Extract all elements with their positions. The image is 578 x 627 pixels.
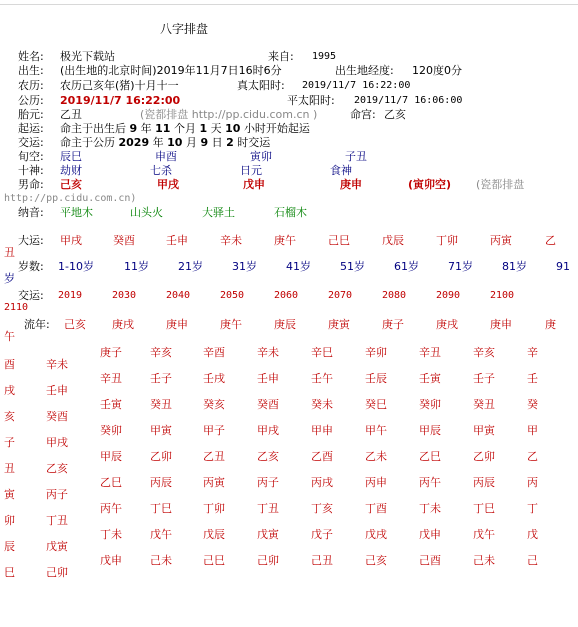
dayun-item: 壬申 (166, 234, 188, 247)
liunian-cell: 丁酉 (365, 502, 387, 515)
liunian-cell: 乙巳 (100, 476, 122, 489)
dayun-item: 丑 (4, 246, 15, 259)
liunian-cell: 丁卯 (203, 502, 225, 515)
year-item: 2050 (220, 290, 245, 301)
liunian-cell: 辛酉 (203, 346, 225, 359)
age-item: 71岁 (448, 260, 473, 273)
liunian-header-item: 庚 (545, 318, 556, 331)
solar-label: 公历: (18, 94, 44, 107)
qianzao-label: 男命: (18, 178, 44, 191)
liunian-cell: 丙戌 (311, 476, 333, 489)
liunian-cell: 辛卯 (365, 346, 387, 359)
liunian-cell: 己丑 (311, 554, 333, 567)
age-item: 11岁 (124, 260, 149, 273)
liunian-cell: 辛亥 (473, 346, 495, 359)
taiyuan-label: 胎元: (18, 108, 44, 121)
liunian-cell: 己亥 (365, 554, 387, 567)
liunian-cell: 己 (527, 554, 538, 567)
liunian-cell: 丁巳 (473, 502, 495, 515)
liunian-header-item: 己亥 (64, 318, 86, 331)
xunkong-label: 旬空: (18, 150, 44, 163)
mean-sun-value: 2019/11/7 16:06:00 (354, 95, 463, 106)
year-item: 2040 (166, 290, 191, 301)
year-item: 2080 (382, 290, 407, 301)
liunian-header-item: 午 (4, 330, 15, 343)
jiao-label: 交运: (18, 289, 44, 302)
liunian-cell: 己未 (150, 554, 172, 567)
true-sun-label: 真太阳时: (237, 79, 285, 92)
lunar-label: 农历: (18, 79, 44, 92)
kong-note: (寅卯空) (408, 178, 452, 191)
liunian-cell: 壬戌 (203, 372, 225, 385)
liunian-cell: 己卯 (257, 554, 279, 567)
dayun-item: 丁卯 (436, 234, 458, 247)
dayun-item: 丙寅 (490, 234, 512, 247)
from-label: 来自: (268, 50, 294, 63)
liunian-header-item: 庚寅 (328, 318, 350, 331)
pillar-hour: 庚申 (340, 178, 362, 191)
mean-sun-label: 平太阳时: (287, 94, 335, 107)
liunian-cell: 丁亥 (311, 502, 333, 515)
dayun-item: 癸酉 (113, 234, 135, 247)
liunian-cell: 己未 (473, 554, 495, 567)
dayun-item: 乙 (545, 234, 556, 247)
liunian-cell: 甲午 (365, 424, 387, 437)
liunian-side-item: 戌 (4, 384, 15, 397)
dayun-item: 戊辰 (382, 234, 404, 247)
liunian-cell: 戊申 (419, 528, 441, 541)
liunian-side-item: 丑 (4, 462, 15, 475)
liunian-cell: 戊午 (150, 528, 172, 541)
liunian-cell: 庚子 (100, 346, 122, 359)
liunian-cell: 甲辰 (419, 424, 441, 437)
pillar-year: 己亥 (60, 178, 82, 191)
nayin-year: 平地木 (60, 206, 93, 219)
xunkong-hour: 子丑 (345, 150, 367, 163)
liunian-cell: 壬申 (257, 372, 279, 385)
liunian-cell: 丙 (527, 476, 538, 489)
liunian-side-item: 酉 (4, 358, 15, 371)
age-item: 31岁 (232, 260, 257, 273)
liunian-cell: 辛未 (257, 346, 279, 359)
age-item: 21岁 (178, 260, 203, 273)
liunian-cell: 甲寅 (150, 424, 172, 437)
dayun-label: 大运: (18, 234, 44, 247)
liunian-col-item: 戊寅 (46, 540, 68, 553)
liunian-cell: 癸丑 (473, 398, 495, 411)
liunian-cell: 辛丑 (419, 346, 441, 359)
liunian-cell: 壬 (527, 372, 538, 385)
age-label: 岁数: (18, 260, 44, 273)
liunian-cell: 乙卯 (150, 450, 172, 463)
watermark-url[interactable]: http://pp.cidu.com.cn) (4, 193, 137, 204)
liunian-col-item: 辛未 (46, 358, 68, 371)
liunian-col-item: 丙子 (46, 488, 68, 501)
liunian-cell: 丙午 (100, 502, 122, 515)
qiyun-label: 起运: (18, 122, 44, 135)
liunian-header-item: 庚戌 (436, 318, 458, 331)
age-item: 1-10岁 (58, 260, 94, 273)
age-item: 81岁 (502, 260, 527, 273)
liunian-cell: 丙子 (257, 476, 279, 489)
jiaoyun-text: 命主于公历 2029 年 10 月 9 日 2 时交运 (60, 136, 271, 149)
liunian-cell: 壬子 (150, 372, 172, 385)
liunian-cell: 戊午 (473, 528, 495, 541)
name-label: 姓名: (18, 50, 44, 63)
name-value: 极光下载站 (60, 50, 115, 63)
liunian-cell: 乙丑 (203, 450, 225, 463)
liunian-cell: 丙申 (365, 476, 387, 489)
liunian-cell: 癸丑 (150, 398, 172, 411)
year-item: 2060 (274, 290, 299, 301)
liunian-cell: 甲寅 (473, 424, 495, 437)
liunian-col-item: 乙亥 (46, 462, 68, 475)
liunian-cell: 壬寅 (100, 398, 122, 411)
liunian-cell: 癸巳 (365, 398, 387, 411)
liunian-cell: 壬子 (473, 372, 495, 385)
liunian-cell: 乙酉 (311, 450, 333, 463)
age-item: 61岁 (394, 260, 419, 273)
liunian-cell: 丙寅 (203, 476, 225, 489)
liunian-col-item: 甲戌 (46, 436, 68, 449)
jiaoyun-label: 交运: (18, 136, 44, 149)
nayin-day: 大驿土 (202, 206, 235, 219)
liunian-cell: 辛丑 (100, 372, 122, 385)
liunian-header-item: 庚辰 (274, 318, 296, 331)
birth-label: 出生: (18, 64, 44, 77)
nayin-month: 山头火 (130, 206, 163, 219)
liunian-cell: 丙辰 (473, 476, 495, 489)
dayun-item: 甲戌 (60, 234, 82, 247)
liunian-col-item: 丁丑 (46, 514, 68, 527)
liunian-cell: 丙午 (419, 476, 441, 489)
liunian-header-item: 庚申 (490, 318, 512, 331)
nayin-hour: 石榴木 (274, 206, 307, 219)
liunian-cell: 乙 (527, 450, 538, 463)
liunian-cell: 戊申 (100, 554, 122, 567)
liunian-cell: 己巳 (203, 554, 225, 567)
liunian-side-item: 卯 (4, 514, 15, 527)
top-divider (0, 4, 578, 5)
liunian-col-item: 己卯 (46, 566, 68, 579)
shishen-label: 十神: (18, 164, 44, 177)
liunian-cell: 戊子 (311, 528, 333, 541)
year-item: 2110 (4, 302, 29, 313)
birth-value: (出生地的北京时间)2019年11月7日16时6分 (60, 64, 282, 77)
solar-value: 2019/11/7 16:22:00 (60, 94, 181, 107)
watermark-link[interactable]: (瓷都排盘 http://pp.cidu.com.cn ) (140, 108, 318, 121)
liunian-side-item: 巳 (4, 566, 15, 579)
year-item: 2070 (328, 290, 353, 301)
liunian-cell: 戊 (527, 528, 538, 541)
longitude-value: 120度0分 (412, 64, 462, 77)
xunkong-day: 寅卯 (250, 150, 272, 163)
liunian-cell: 己酉 (419, 554, 441, 567)
shishen-hour: 食神 (330, 164, 352, 177)
lunar-value: 农历己亥年(猪)十月十一 (60, 79, 179, 92)
pillar-day: 戊申 (243, 178, 265, 191)
liunian-cell: 甲 (527, 424, 538, 437)
dayun-item: 庚午 (274, 234, 296, 247)
liunian-col-item: 癸酉 (46, 410, 68, 423)
watermark-text: (瓷都排盘 (476, 178, 525, 191)
qiyun-text: 命主于出生后 9 年 11 个月 1 天 10 小时开始起运 (60, 122, 310, 135)
liunian-cell: 癸亥 (203, 398, 225, 411)
liunian-cell: 乙亥 (257, 450, 279, 463)
year-item: 2100 (490, 290, 515, 301)
liunian-cell: 丁未 (100, 528, 122, 541)
pillar-month: 甲戌 (157, 178, 179, 191)
liunian-cell: 壬辰 (365, 372, 387, 385)
minggong-value: 乙亥 (384, 108, 406, 121)
taiyuan-value: 乙丑 (60, 108, 82, 121)
liunian-cell: 甲辰 (100, 450, 122, 463)
liunian-cell: 戊戌 (365, 528, 387, 541)
liunian-col-item: 壬申 (46, 384, 68, 397)
liunian-side-item: 子 (4, 436, 15, 449)
liunian-cell: 丁巳 (150, 502, 172, 515)
liunian-cell: 壬寅 (419, 372, 441, 385)
true-sun-value: 2019/11/7 16:22:00 (302, 80, 411, 91)
liunian-cell: 癸卯 (419, 398, 441, 411)
liunian-cell: 癸 (527, 398, 538, 411)
liunian-cell: 辛 (527, 346, 538, 359)
year-item: 2030 (112, 290, 137, 301)
liunian-label: 流年: (24, 318, 50, 331)
liunian-cell: 丁 (527, 502, 538, 515)
age-item: 41岁 (286, 260, 311, 273)
liunian-side-item: 亥 (4, 410, 15, 423)
liunian-header-item: 庚申 (166, 318, 188, 331)
longitude-label: 出生地经度: (335, 64, 394, 77)
liunian-header-item: 庚午 (220, 318, 242, 331)
liunian-cell: 辛巳 (311, 346, 333, 359)
liunian-header-item: 庚子 (382, 318, 404, 331)
liunian-cell: 丁未 (419, 502, 441, 515)
age-item: 51岁 (340, 260, 365, 273)
dayun-item: 辛未 (220, 234, 242, 247)
liunian-cell: 癸卯 (100, 424, 122, 437)
nayin-label: 纳音: (18, 206, 44, 219)
liunian-cell: 癸未 (311, 398, 333, 411)
liunian-cell: 甲戌 (257, 424, 279, 437)
year-item: 2090 (436, 290, 461, 301)
liunian-cell: 丙辰 (150, 476, 172, 489)
from-value: 1995 (312, 51, 337, 62)
year-item: 2019 (58, 290, 83, 301)
liunian-side-item: 寅 (4, 488, 15, 501)
liunian-cell: 戊辰 (203, 528, 225, 541)
liunian-cell: 甲子 (203, 424, 225, 437)
shishen-year: 劫财 (60, 164, 82, 177)
liunian-cell: 癸酉 (257, 398, 279, 411)
liunian-cell: 甲申 (311, 424, 333, 437)
liunian-cell: 壬午 (311, 372, 333, 385)
xunkong-year: 辰巳 (60, 150, 82, 163)
liunian-cell: 乙未 (365, 450, 387, 463)
age-item: 91 (556, 260, 570, 273)
shishen-day: 日元 (240, 164, 262, 177)
liunian-side-item: 辰 (4, 540, 15, 553)
shishen-month: 七杀 (150, 164, 172, 177)
liunian-cell: 丁丑 (257, 502, 279, 515)
liunian-cell: 乙卯 (473, 450, 495, 463)
liunian-header-item: 庚戌 (112, 318, 134, 331)
liunian-cell: 乙巳 (419, 450, 441, 463)
page-title: 八字排盘 (160, 22, 209, 36)
liunian-cell: 戊寅 (257, 528, 279, 541)
xunkong-month: 申酉 (155, 150, 177, 163)
liunian-cell: 辛亥 (150, 346, 172, 359)
minggong-label: 命宫: (350, 108, 376, 121)
dayun-item: 己巳 (328, 234, 350, 247)
age-item: 岁 (4, 272, 15, 285)
